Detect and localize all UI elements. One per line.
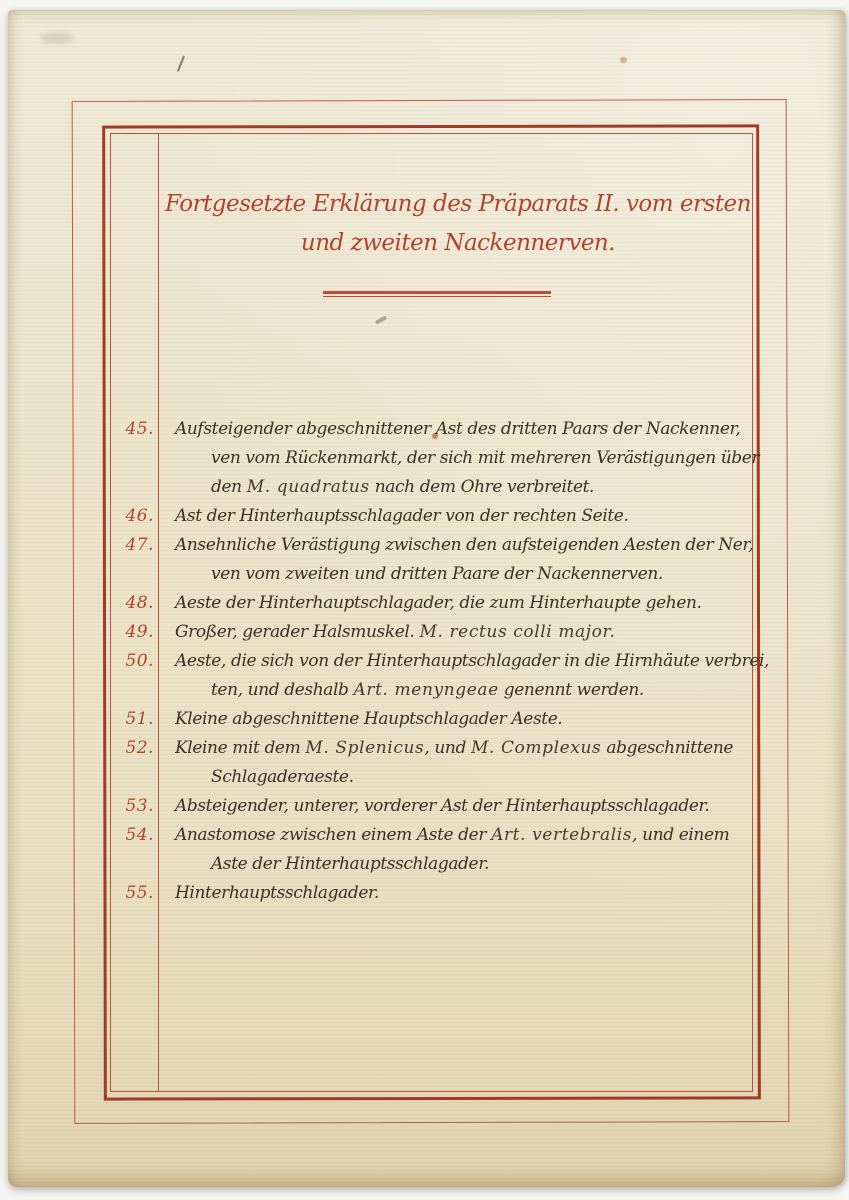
list-item bbox=[8, 618, 845, 647]
entry-text-line bbox=[175, 734, 750, 763]
entry-text-line bbox=[175, 502, 750, 531]
manuscript-page bbox=[8, 10, 845, 1187]
list-item bbox=[8, 792, 845, 821]
entry-text bbox=[175, 879, 750, 908]
entry-text-line bbox=[175, 647, 770, 676]
latin-term: M. Complexus bbox=[470, 738, 602, 758]
german-text: ten, und deshalb bbox=[211, 680, 354, 700]
entry-number: 48. bbox=[125, 593, 154, 613]
entry-number: 52. bbox=[125, 738, 154, 758]
german-text: genennt werden. bbox=[498, 680, 644, 700]
entry-text bbox=[175, 531, 754, 589]
entry-text-line bbox=[175, 821, 750, 850]
entry-number: 45. bbox=[125, 419, 154, 439]
list-item bbox=[8, 502, 845, 531]
page-title-line1: Fortgesetzte Erklärung des Präparats II. vom ersten bbox=[165, 191, 751, 217]
list-item bbox=[8, 705, 845, 734]
entry-text bbox=[175, 502, 750, 531]
german-text: ven vom Rückenmarkt, der sich mit mehreren Verästigungen über bbox=[211, 448, 760, 468]
german-text: den bbox=[211, 477, 247, 497]
entry-number: 49. bbox=[125, 622, 154, 642]
list-item bbox=[8, 531, 845, 589]
latin-term: M. Splenicus bbox=[305, 738, 425, 758]
hair-mark bbox=[177, 55, 185, 71]
latin-term: Art. vertebralis bbox=[491, 825, 633, 845]
entry-number: 46. bbox=[125, 506, 154, 526]
entry-text-line bbox=[175, 763, 750, 792]
german-text: ven vom zweiten und dritten Paare der Nackennerven. bbox=[211, 564, 663, 584]
stain-dot bbox=[620, 57, 627, 63]
german-text: , und bbox=[424, 738, 471, 758]
title-divider bbox=[323, 291, 551, 297]
list-item bbox=[8, 821, 845, 879]
latin-term: M. quadratus bbox=[246, 477, 370, 497]
german-text: Ansehnliche Verästigung zwischen den aufsteigenden Aesten der Ner, bbox=[175, 535, 754, 555]
entry-list bbox=[8, 415, 845, 908]
entry-text bbox=[175, 415, 760, 502]
entry-text-line bbox=[175, 850, 750, 879]
german-text: Aeste, die sich von der Hinterhauptschlagader in die Hirnhäute verbrei, bbox=[175, 651, 770, 671]
entry-text bbox=[175, 792, 750, 821]
german-text: Kleine abgeschnittene Hauptschlagader Aeste. bbox=[175, 709, 563, 729]
entry-text-line bbox=[175, 705, 750, 734]
entry-text bbox=[175, 734, 750, 792]
german-text: Kleine mit dem bbox=[175, 738, 306, 758]
list-item bbox=[8, 734, 845, 792]
german-text: Aufsteigender abgeschnittener Ast des dritten Paars der Nackenner, bbox=[175, 419, 741, 439]
page-title-line2: und zweiten Nackennerven. bbox=[300, 230, 616, 256]
entry-number: 53. bbox=[125, 796, 154, 816]
entry-number: 50. bbox=[125, 651, 154, 671]
german-text: , und einem bbox=[632, 825, 730, 845]
list-item bbox=[8, 879, 845, 908]
page-title bbox=[158, 182, 758, 260]
latin-term: Art. menyngeae bbox=[353, 680, 499, 700]
pencil-smudge bbox=[40, 32, 74, 44]
entry-text-line bbox=[175, 531, 754, 560]
list-item bbox=[8, 589, 845, 618]
entry-text bbox=[175, 705, 750, 734]
german-text: Aeste der Hinterhauptschlagader, die zum Hinterhaupte gehen. bbox=[175, 593, 702, 613]
entry-text bbox=[175, 821, 750, 879]
german-text: Ast der Hinterhauptsschlagader von der rechten Seite. bbox=[175, 506, 629, 526]
german-text: nach dem Ohre verbreitet. bbox=[369, 477, 595, 497]
list-item bbox=[8, 415, 845, 502]
german-text: Großer, gerader Halsmuskel. bbox=[175, 622, 420, 642]
list-item bbox=[8, 647, 845, 705]
entry-number: 54. bbox=[125, 825, 154, 845]
latin-term: M. rectus colli major. bbox=[419, 622, 616, 642]
entry-text bbox=[175, 589, 750, 618]
entry-text-line bbox=[175, 618, 750, 647]
entry-text-line bbox=[175, 473, 750, 502]
german-text: Hinterhauptsschlagader. bbox=[175, 883, 379, 903]
entry-number: 55. bbox=[125, 883, 154, 903]
german-text: Aste der Hinterhauptsschlagader. bbox=[211, 854, 490, 874]
german-text: Schlagaderaeste. bbox=[211, 767, 354, 787]
entry-text-line bbox=[175, 792, 750, 821]
german-text: abgeschnittene bbox=[601, 738, 734, 758]
entry-text-line bbox=[175, 589, 750, 618]
entry-text-line bbox=[175, 444, 760, 473]
entry-text bbox=[175, 618, 750, 647]
entry-text-line bbox=[175, 560, 750, 589]
german-text: Absteigender, unterer, vorderer Ast der Hinterhauptsschlagader. bbox=[175, 796, 710, 816]
german-text: Anastomose zwischen einem Aste der bbox=[175, 825, 492, 845]
entry-number: 51. bbox=[125, 709, 154, 729]
entry-text bbox=[175, 647, 770, 705]
entry-text-line bbox=[175, 879, 750, 908]
entry-number: 47. bbox=[125, 535, 154, 555]
entry-text-line bbox=[175, 415, 750, 444]
entry-text-line bbox=[175, 676, 750, 705]
